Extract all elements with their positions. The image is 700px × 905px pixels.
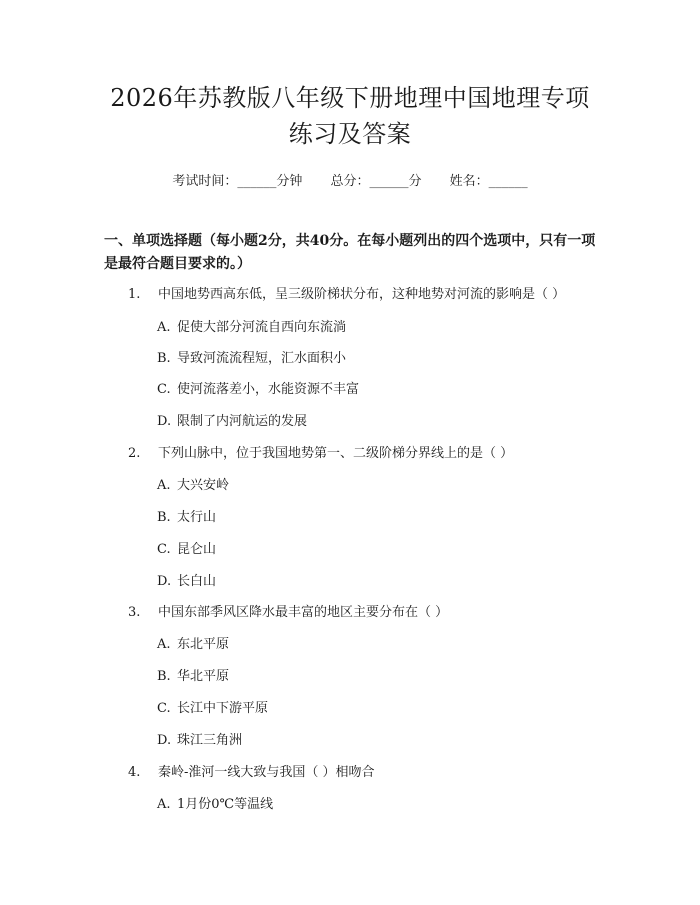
option-text: 珠江三角洲 [177,733,243,748]
option-letter: C. [157,701,171,716]
question-2 [128,442,513,461]
option-letter: A. [157,478,171,493]
question-number: 1. [128,287,141,302]
exam-total-score: 总分：______分 [330,174,422,189]
question-text: 中国东部季风区降水最丰富的地区主要分布在（ ） [158,605,449,620]
option-2b [157,506,216,525]
question-text: 下列山脉中，位于我国地势第一、二级阶梯分界线上的是（ ） [158,446,514,461]
option-2d [157,570,216,589]
option-letter: C. [157,382,171,397]
question-3 [128,601,448,620]
option-3d [157,729,242,748]
option-3a [157,633,229,652]
option-letter: D. [157,574,172,589]
option-text: 华北平原 [177,669,230,684]
document-title-line2: 练习及答案 [288,120,412,148]
question-text: 中国地势西高东低，呈三级阶梯状分布，这种地势对河流的影响是（ ） [158,287,566,302]
option-text: 昆仑山 [177,542,217,557]
option-letter: D. [157,733,172,748]
option-text: 使河流落差小，水能资源不丰富 [177,382,360,397]
option-letter: A. [157,637,171,652]
question-number: 2. [128,446,141,461]
option-1a [157,316,346,335]
question-4 [128,761,375,780]
option-text: 东北平原 [177,637,230,652]
option-1b [157,347,346,366]
question-1 [128,283,565,302]
option-4a [157,793,273,812]
option-text: 太行山 [177,510,217,525]
option-text: 长江中下游平原 [177,701,269,716]
question-text: 秦岭-淮河一线大致与我国（ ）相吻合 [158,765,375,780]
option-3b [157,665,229,684]
question-number: 3. [128,605,141,620]
option-2a [157,474,229,493]
option-2c [157,538,216,557]
option-text: 大兴安岭 [177,478,230,493]
exam-time: 考试时间：______分钟 [172,174,303,189]
option-text: 促使大部分河流自西向东流淌 [177,320,347,335]
option-letter: B. [157,669,171,684]
option-text: 导致河流流程短，汇水面积小 [177,351,347,366]
option-letter: C. [157,542,171,557]
option-letter: A. [157,320,171,335]
option-letter: A. [157,797,171,812]
option-letter: B. [157,510,171,525]
option-3c [157,697,268,716]
document-title-line1: 2026年苏教版八年级下册地理中国地理专项 [110,84,590,112]
student-name: 姓名：______ [449,174,528,189]
exam-meta [0,170,700,189]
section-heading: 一、单项选择题（每小题2分，共40分。在每小题列出的四个选项中，只有一项是最符合题目要求的。） [104,233,596,272]
option-1c [157,378,359,397]
option-text: 限制了内河航运的发展 [177,414,308,429]
question-number: 4. [128,765,141,780]
option-letter: D. [157,414,172,429]
option-1d [157,410,307,429]
option-text: 1月份0℃等温线 [177,797,274,812]
option-letter: B. [157,351,171,366]
option-text: 长白山 [177,574,217,589]
